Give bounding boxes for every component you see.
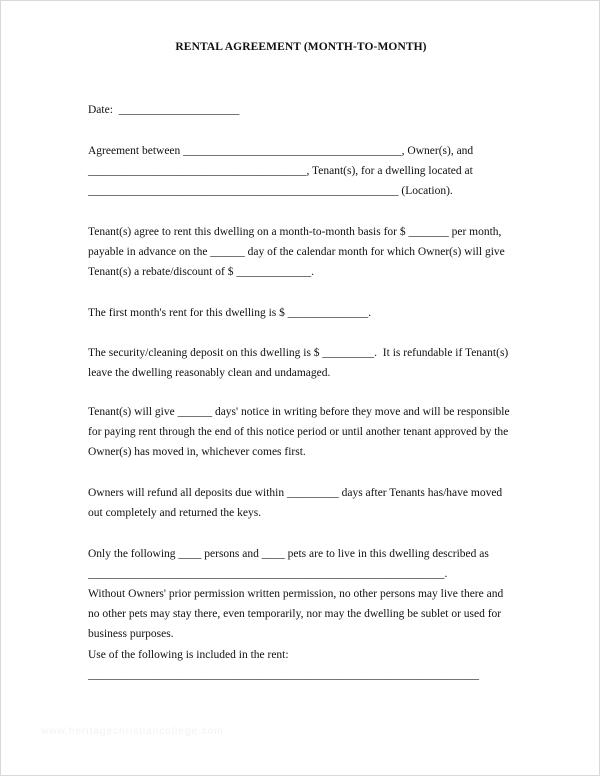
included-line-2: ____________________________________________________________________ bbox=[88, 669, 479, 681]
first-month-rent-line: The first month's rent for this dwelling is $ ______________. bbox=[88, 307, 372, 319]
rent-terms-line-2: payable in advance on the ______ day of the calendar month for which Owner(s) will give bbox=[88, 246, 505, 258]
document-title: RENTAL AGREEMENT (MONTH-TO-MONTH) bbox=[175, 41, 427, 53]
occupants-line-1: Only the following ____ persons and ____ pets are to live in this dwelling described as bbox=[88, 548, 489, 560]
deposit-line-1: The security/cleaning deposit on this dwelling is $ _________. It is refundable if Tenant(s) bbox=[88, 347, 509, 359]
deposit-line-2: leave the dwelling reasonably clean and undamaged. bbox=[88, 367, 331, 379]
agreement-line-1: Agreement between ______________________________________, Owner(s), and bbox=[88, 145, 474, 157]
notice-line-1: Tenant(s) will give ______ days' notice in writing before they move and will be responsible bbox=[88, 406, 510, 418]
notice-line-3: Owner(s) has moved in, whichever comes first. bbox=[88, 446, 306, 458]
rent-terms-line-1: Tenant(s) agree to rent this dwelling on a month-to-month basis for $ _______ per month, bbox=[88, 226, 502, 238]
date-line: Date: _____________________ bbox=[88, 104, 240, 116]
agreement-line-2: ______________________________________, Tenant(s), for a dwelling located at bbox=[88, 165, 473, 177]
permission-line-1: Without Owners' prior permission written permission, no other persons may live there and bbox=[88, 588, 504, 600]
refund-line-2: out completely and returned the keys. bbox=[88, 507, 262, 519]
agreement-line-3: ______________________________________________________ (Location). bbox=[88, 185, 453, 197]
occupants-line-2: ______________________________________________________________. bbox=[88, 568, 448, 580]
notice-line-2: for paying rent through the end of this notice period or until another tenant approved by the bbox=[88, 426, 509, 438]
permission-line-3: business purposes. bbox=[88, 628, 174, 640]
refund-line-1: Owners will refund all deposits due within _________ days after Tenants has/have moved bbox=[88, 487, 503, 499]
permission-line-2: no other pets may stay there, even temporarily, nor may the dwelling be sublet or used for bbox=[88, 608, 502, 620]
included-line-1: Use of the following is included in the rent: bbox=[88, 649, 289, 661]
watermark: www.heritagechristiancollege.com bbox=[41, 726, 224, 737]
rent-terms-line-3: Tenant(s) a rebate/discount of $ _____________. bbox=[88, 266, 314, 278]
